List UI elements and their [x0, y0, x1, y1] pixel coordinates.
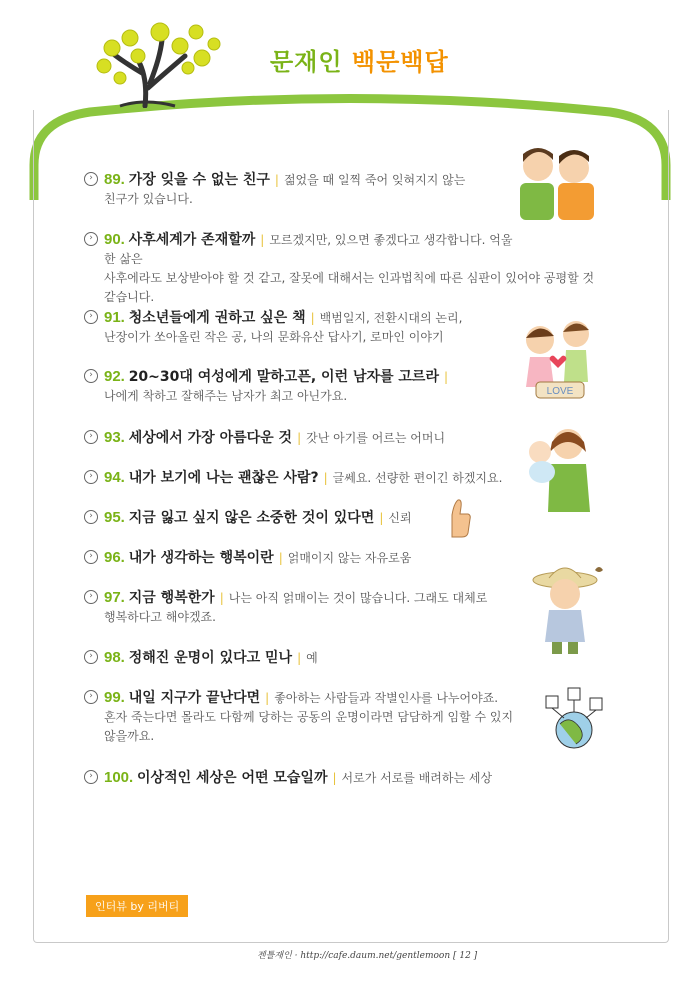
globe-illustration [540, 684, 610, 754]
answer-continued: 친구가 있습니다. [104, 192, 193, 206]
tree-logo-icon [90, 18, 230, 108]
answer-continued: 않을까요. [104, 729, 155, 743]
qa-item: › 98. 정해진 운명이 있다고 믿나 | 예 [84, 648, 524, 668]
bullet-arrow-icon: › [84, 232, 98, 246]
question-number: 94. [104, 469, 125, 486]
question-text: 이상적인 세상은 어떤 모습일까 [137, 770, 328, 786]
answer-text: 젊었을 때 일찍 죽어 잊혀지지 않는 [283, 173, 466, 187]
page-footer: 젠틀재인 · http://cafe.daum.net/gentlemoon [ 12 ] [257, 951, 478, 961]
bullet-arrow-icon: › [84, 369, 98, 383]
bullet-arrow-icon: › [84, 430, 98, 444]
thumbs-up-icon [446, 497, 472, 539]
question-text: 내가 보기에 나는 괜찮은 사람? [128, 470, 319, 486]
answer-text: 글쎄요. 선량한 편이긴 하겠지요. [332, 471, 503, 485]
question-text: 지금 잃고 싶지 않은 소중한 것이 있다면 [128, 510, 375, 526]
bullet-arrow-icon: › [84, 690, 98, 704]
bullet-arrow-icon: › [84, 172, 98, 186]
question-number: 97. [104, 589, 125, 606]
qa-item: › 89. 가장 잊을 수 없는 친구 | 젊었을 때 일찍 죽어 잊혀지지 않는 친구가 있습니다. [84, 170, 524, 209]
qa-item: › 93. 세상에서 가장 아름다운 것 | 갓난 아기를 어르는 어머니 [84, 428, 524, 448]
question-text: 사후세계가 존재할까 [128, 232, 256, 248]
interview-credit-badge: 인터뷰 by 리버티 [86, 895, 188, 917]
answer-continued: 사후에라도 보상받아야 할 것 같고, 잘못에 대해서는 인과법칙에 따른 심판이 있어야 공평할 것 [104, 271, 595, 285]
question-number: 96. [104, 549, 125, 566]
question-text: 지금 행복한가 [128, 590, 215, 606]
bullet-arrow-icon: › [84, 510, 98, 524]
answer-text: 좋아하는 사람들과 작별인사를 나누어야죠. [274, 691, 499, 705]
question-number: 92. [104, 368, 125, 385]
question-text: 가장 잊을 수 없는 친구 [128, 172, 270, 188]
answer-continued: 나에게 착하고 잘해주는 남자가 최고 아닌가요. [104, 389, 348, 403]
question-number: 90. [104, 231, 125, 248]
qa-item: › 100. 이상적인 세상은 어떤 모습일까 | 서로가 서로를 배려하는 세상 [84, 768, 524, 788]
bullet-arrow-icon: › [84, 470, 98, 484]
qa-item: › 97. 지금 행복한가 | 나는 아직 얽매이는 것이 많습니다. 그래도 대체로 행복하다고 해야겠죠. [84, 588, 524, 627]
answer-text: 모르겠지만, 있으면 좋겠다고 생각합니다. 억울한 삶은 [104, 233, 513, 266]
bullet-arrow-icon: › [84, 590, 98, 604]
question-number: 100. [104, 769, 134, 786]
svg-text:LOVE: LOVE [546, 386, 574, 397]
question-number: 89. [104, 171, 125, 188]
mother-baby-illustration [520, 422, 602, 514]
bullet-arrow-icon: › [84, 650, 98, 664]
qa-item: › 99. 내일 지구가 끝난다면 | 좋아하는 사람들과 작별인사를 나누어야죠. 혼자 죽는다면 몰라도 다함께 당하는 공동의 운명이라면 담담하게 임할 수 있지 않을까요. [84, 688, 524, 746]
question-text: 20~30대 여성에게 말하고픈, 이런 남자를 고르라 [128, 369, 439, 385]
qa-item: › 92. 20~30대 여성에게 말하고픈, 이런 남자를 고르라 | 나에게 착하고 잘해주는 남자가 최고 아닌가요. [84, 367, 524, 406]
answer-continued: 난장이가 쏘아올린 작은 공, 나의 문화유산 답사기, 로마인 이야기 [104, 330, 444, 344]
question-text: 세상에서 가장 아름다운 것 [128, 430, 293, 446]
bullet-arrow-icon: › [84, 770, 98, 784]
title-part1: 문재인 [270, 48, 352, 76]
farmer-illustration [525, 560, 607, 656]
qa-item: › 94. 내가 보기에 나는 괜찮은 사람? | 글쎄요. 선량한 편이긴 하겠지요. [84, 468, 524, 488]
answer-continued: 행복하다고 해야겠죠. [104, 610, 216, 624]
qa-item: › 96. 내가 생각하는 행복이란 | 얽매이지 않는 자유로움 [84, 548, 524, 568]
answer-text: 신뢰 [388, 511, 412, 525]
title-part2: 백문백답 [351, 48, 449, 76]
answer-text: 백범일지, 전환시대의 논리, [319, 311, 463, 325]
qa-item: › 95. 지금 잃고 싶지 않은 소중한 것이 있다면 | 신뢰 [84, 508, 524, 528]
answer-continued: 혼자 죽는다면 몰라도 다함께 당하는 공동의 운명이라면 담담하게 임할 수 있지 [104, 710, 514, 724]
question-text: 내일 지구가 끝난다면 [128, 690, 261, 706]
qa-item: › 90. 사후세계가 존재할까 | 모르겠지만, 있으면 좋겠다고 생각합니다. 억울한 삶은 사후에라도 보상받아야 할 것 같고, 잘못에 대해서는 인과법칙에 따른 심판이 있어야 공평할 것 같습니다. [84, 230, 524, 307]
answer-text: 예 [306, 651, 318, 665]
question-text: 청소년들에게 권하고 싶은 책 [128, 310, 306, 326]
bullet-arrow-icon: › [84, 550, 98, 564]
two-friends-illustration [512, 138, 602, 220]
page-title [270, 42, 449, 77]
answer-text: 서로가 서로를 배려하는 세상 [341, 771, 493, 785]
answer-text: 나는 아직 얽매이는 것이 많습니다. 그래도 대체로 [228, 591, 488, 605]
couple-love-illustration [508, 312, 608, 407]
question-text: 정해진 운명이 있다고 믿나 [128, 650, 293, 666]
answer-text: 갓난 아기를 어르는 어머니 [306, 431, 446, 445]
question-number: 99. [104, 689, 125, 706]
qa-item: › 91. 청소년들에게 권하고 싶은 책 | 백범일지, 전환시대의 논리, 난장이가 쏘아올린 작은 공, 나의 문화유산 답사기, 로마인 이야기 [84, 308, 524, 347]
answer-text: 얽매이지 않는 자유로움 [287, 551, 412, 565]
question-text: 내가 생각하는 행복이란 [128, 550, 274, 566]
question-number: 95. [104, 509, 125, 526]
question-number: 93. [104, 429, 125, 446]
question-number: 98. [104, 649, 125, 666]
question-number: 91. [104, 309, 125, 326]
bullet-arrow-icon: › [84, 310, 98, 324]
answer-continued: 같습니다. [104, 290, 155, 304]
